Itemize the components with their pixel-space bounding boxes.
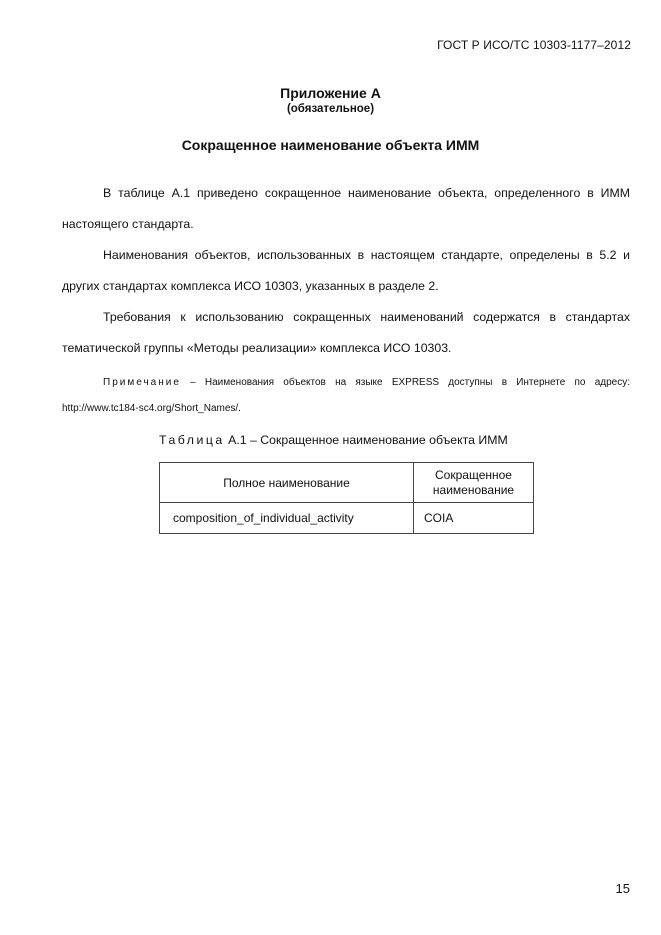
- table-header-row: [160, 463, 534, 503]
- table-caption: [159, 433, 508, 447]
- appendix-title: Приложение А: [280, 85, 381, 101]
- cell-short-name: COIA: [414, 503, 534, 534]
- note-label: Примечание: [103, 377, 181, 388]
- table-caption-label: Таблица: [159, 433, 225, 447]
- note-text: – Наименования объектов на языке EXPRESS доступны в Интернете по адресу: http://www.tc184-sc4.org/Short_Names/.: [62, 377, 630, 414]
- body-paragraph-1: В таблице А.1 приведено сокращенное наименование объекта, определенного в ИММ настоящего стандарта.: [62, 186, 630, 231]
- cell-full-name: composition_of_individual_activity: [160, 503, 414, 534]
- standard-code-header: ГОСТ Р ИСО/ТС 10303-1177–2012: [437, 38, 631, 52]
- table-caption-text: А.1 – Сокращенное наименование объекта ИММ: [224, 433, 508, 447]
- short-names-table: [159, 462, 534, 534]
- note: [62, 370, 630, 422]
- page-number: 15: [615, 881, 630, 896]
- header-short-name: Сокращенное наименование: [414, 463, 534, 503]
- header-full-name: Полное наименование: [160, 463, 414, 503]
- table-row: [160, 503, 534, 534]
- body-paragraph-3: Требования к использованию сокращенных наименований содержатся в стандартах тематической группы «Методы реализации» комплекса ИСО 10303.: [62, 310, 630, 355]
- section-title: Сокращенное наименование объекта ИММ: [181, 137, 480, 153]
- appendix-subtitle: (обязательное): [286, 103, 375, 115]
- body-paragraph-2: Наименования объектов, использованных в настоящем стандарте, определены в 5.2 и других стандартах комплекса ИСО 10303, указанных в разделе 2.: [62, 248, 630, 293]
